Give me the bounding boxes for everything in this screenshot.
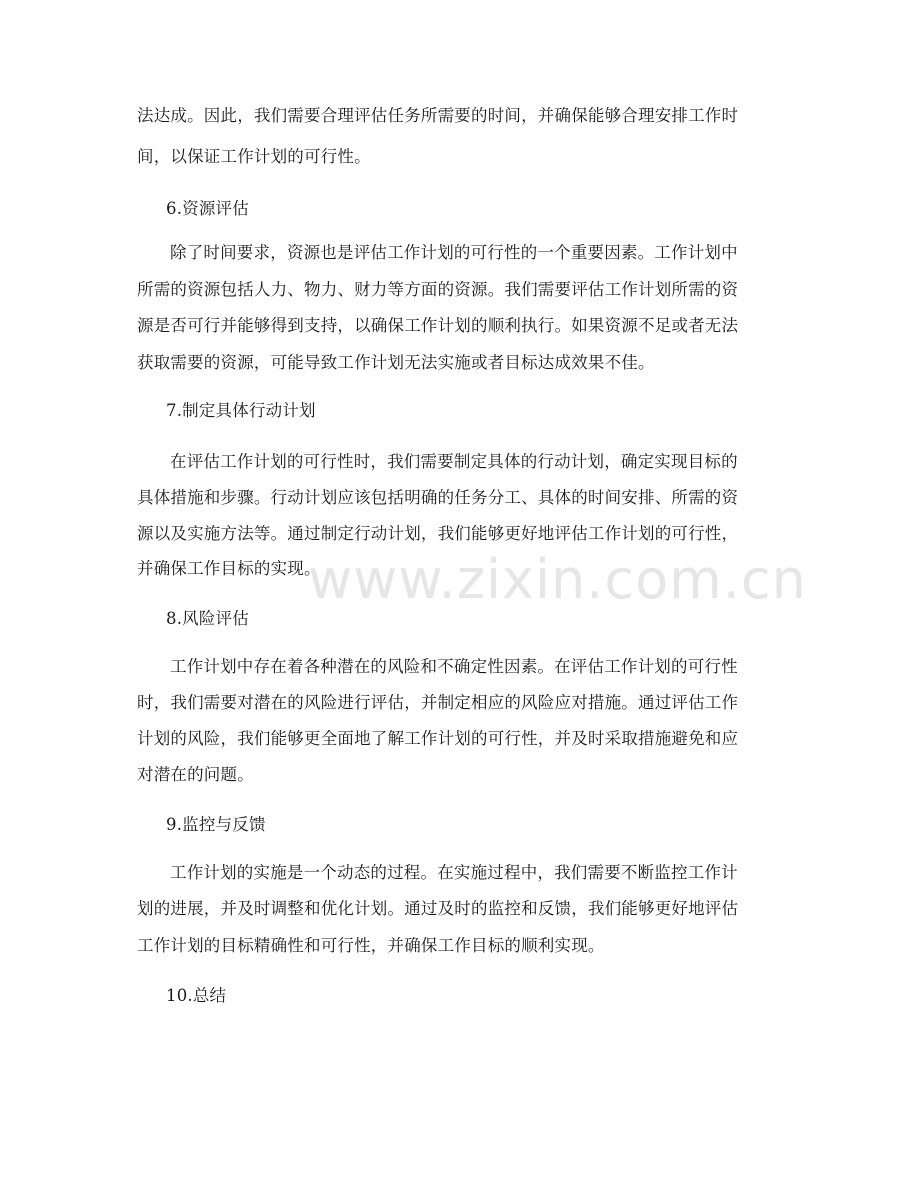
paragraph-line: 工作计划中存在着各种潜在的风险和不确定性因素。在评估工作计划的可行性 [170, 657, 738, 676]
paragraph-line: 在评估工作计划的可行性时，我们需要制定具体的行动计划，确定实现目标的 [170, 452, 738, 471]
section-heading: 10.总结 [166, 986, 227, 1005]
paragraph-line: 除了时间要求，资源也是评估工作计划的可行性的一个重要因素。工作计划中 [170, 243, 738, 262]
paragraph-line: 法达成。因此，我们需要合理评估任务所需要的时间，并确保能够合理安排工作时 [137, 106, 739, 125]
paragraph-line: 时，我们需要对潜在的风险进行评估，并制定相应的风险应对措施。通过评估工作 [137, 693, 739, 712]
paragraph-line: 划的进展，并及时调整和优化计划。通过及时的监控和反馈，我们能够更好地评估 [137, 899, 739, 918]
paragraph-line: 工作计划的实施是一个动态的过程。在实施过程中，我们需要不断监控工作计 [170, 863, 738, 882]
paragraph-line: 并确保工作目标的实现。 [137, 559, 321, 578]
paragraph-line: 源是否可行并能够得到支持，以确保工作计划的顺利执行。如果资源不足或者无法 [137, 316, 739, 335]
section-heading: 8.风险评估 [166, 609, 249, 628]
paragraph-line: 具体措施和步骤。行动计划应该包括明确的任务分工、具体的时间安排、所需的资 [137, 488, 739, 507]
paragraph-line: 对潜在的问题。 [137, 765, 254, 784]
section-heading: 9.监控与反馈 [166, 815, 266, 834]
watermark: www.zixin.com.cn [308, 548, 807, 611]
paragraph-line: 工作计划的目标精确性和可行性，并确保工作目标的顺利实现。 [137, 936, 605, 955]
paragraph-line: 计划的风险，我们能够更全面地了解工作计划的可行性，并及时采取措施避免和应 [137, 729, 739, 748]
paragraph-line: 所需的资源包括人力、物力、财力等方面的资源。我们需要评估工作计划所需的资 [137, 280, 739, 299]
paragraph-line: 获取需要的资源，可能导致工作计划无法实施或者目标达成效果不佳。 [137, 353, 655, 372]
paragraph-line: 间，以保证工作计划的可行性。 [137, 147, 371, 166]
paragraph-line: 源以及实施方法等。通过制定行动计划，我们能够更好地评估工作计划的可行性， [137, 524, 739, 543]
section-heading: 6.资源评估 [166, 199, 249, 218]
section-heading: 7.制定具体行动计划 [166, 401, 316, 420]
